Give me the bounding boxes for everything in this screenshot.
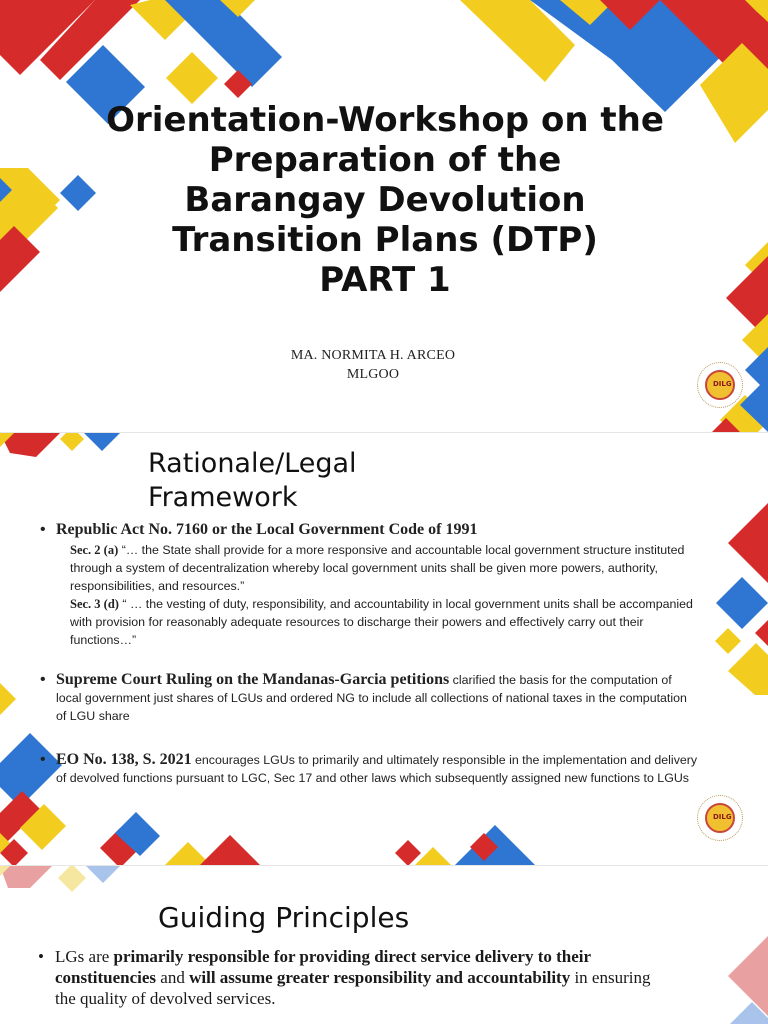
section-text: “ … the vesting of duty, responsibility, and accountability in local government units shall be accompanied with provision for reasonably adequate resources to discharge their powers and effectively carry out their functions…” — [70, 597, 693, 647]
bullet-lead: Republic Act No. 7160 or the Local Government Code of 1991 — [56, 521, 478, 538]
bullet-item-mandanas — [40, 671, 700, 725]
seal-label: DILG — [713, 813, 732, 821]
bold-part: will assume greater responsibility and accountability — [189, 968, 571, 987]
bullet-dot-icon: • — [40, 521, 46, 538]
title-line-1: Orientation-Workshop on the — [106, 100, 664, 140]
section-label: Sec. 3 (d) — [70, 597, 119, 611]
bullet-dot-icon: • — [40, 671, 46, 688]
bottom-center-shapes — [100, 812, 535, 865]
title-line-2: Preparation of the — [208, 140, 562, 180]
dilg-seal-icon — [697, 362, 743, 408]
bullet-list — [40, 671, 700, 725]
guiding-principle-bullet — [38, 946, 658, 1009]
section-2a — [56, 541, 700, 595]
bullet-text: clarified the basis for the computation of local government just shares of LGUs and ordered NG to include all collections of national taxes in the computation of LGU share — [56, 673, 687, 723]
bullet-item-ra7160 — [40, 521, 700, 649]
bullet-list — [40, 751, 700, 787]
text-part: in ensuring the quality of devolved services. — [55, 968, 651, 1008]
bullet-dot-icon: • — [40, 751, 46, 768]
bold-part: primarily responsible for providing direct service delivery to their constituencies — [55, 947, 591, 987]
presentation-title — [40, 100, 730, 300]
rationale-slide — [0, 433, 768, 865]
top-left-shapes — [0, 433, 120, 457]
bullet-list — [40, 521, 700, 649]
presenter-role: MLGOO — [346, 367, 400, 382]
text-part: and — [156, 968, 190, 987]
bullet-text — [38, 946, 658, 1009]
guiding-principles-slide — [0, 866, 768, 1024]
section-title — [148, 447, 357, 515]
text-part: LGs are — [55, 947, 114, 966]
section-text: “… the State shall provide for a more responsive and accountable local government structure instituted through a system of decentralization whereby local government units shall be given more powers, authority, responsibilities, and resources.” — [70, 543, 685, 593]
title-line-5: PART 1 — [319, 260, 451, 300]
section-3d — [56, 595, 700, 649]
bullet-lead: Supreme Court Ruling on the Mandanas-Garcia petitions — [56, 671, 450, 688]
dilg-seal-icon — [697, 795, 743, 841]
section-title-line-2: Framework — [148, 482, 298, 513]
decorative-shapes-slide2 — [0, 433, 768, 865]
presenter-name: MA. NORMITA H. ARCEO — [290, 348, 456, 363]
bullet-item-eo138 — [40, 751, 700, 787]
bullet-dot-icon: • — [38, 947, 44, 966]
bullet-text: encourages LGUs to primarily and ultimately responsible in the implementation and delivery of devolved functions pursuant to LGC, Sec 17 and other laws which subsequently assigned new functions to LGUs — [56, 753, 698, 785]
title-line-4: Transition Plans (DTP) — [172, 220, 598, 260]
bullet-lead: EO No. 138, S. 2021 — [56, 751, 192, 768]
section-title: Guiding Principles — [158, 901, 410, 934]
section-label: Sec. 2 (a) — [70, 543, 119, 557]
title-slide — [0, 0, 768, 432]
section-title-line-1: Rationale/Legal — [148, 448, 357, 479]
seal-label: DILG — [713, 380, 732, 388]
title-line-3: Barangay Devolution — [184, 180, 586, 220]
right-shapes — [715, 503, 768, 695]
presenter-info — [0, 346, 746, 384]
